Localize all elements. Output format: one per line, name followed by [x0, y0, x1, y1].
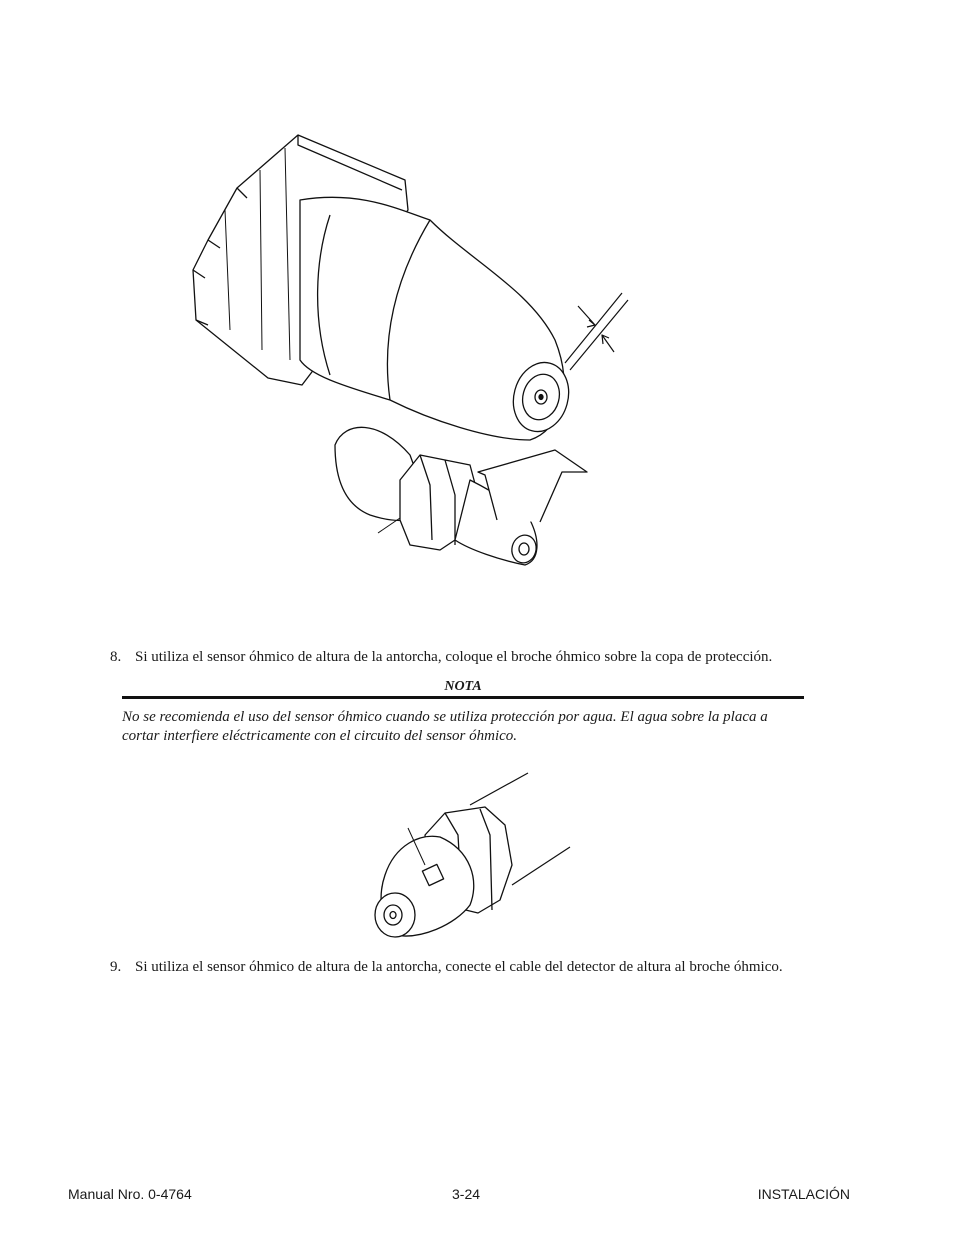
- footer-manual-number: Manual Nro. 0-4764: [68, 1186, 192, 1202]
- step-8: [110, 648, 842, 667]
- step-8-number: 8.: [110, 649, 122, 665]
- install-arrow: [478, 450, 587, 522]
- step-9-number: 9.: [110, 959, 122, 975]
- footer-section: INSTALACIÓN: [757, 1186, 850, 1202]
- note-text: No se recomienda el uso del sensor óhmico cuando se utiliza protección por agua. El agua sobre la placa a cortar interfiere eléctricamente con el circuito del sensor óhmico.: [122, 709, 768, 744]
- step-9: [110, 958, 842, 977]
- torch-ohmic-clip-figure: [0, 765, 954, 945]
- note-title: NOTA: [444, 679, 482, 694]
- footer-page-number: 3-24: [452, 1186, 481, 1202]
- step-8-text: Si utiliza el sensor óhmico de altura de la antorcha, coloque el broche óhmico sobre la copa de protección.: [135, 649, 773, 665]
- torch-assembly-figure: [0, 120, 954, 580]
- note-rule: [122, 696, 804, 699]
- step-9-text: Si utiliza el sensor óhmico de altura de la antorcha, conecte el cable del detector de altura al broche óhmico.: [135, 959, 783, 975]
